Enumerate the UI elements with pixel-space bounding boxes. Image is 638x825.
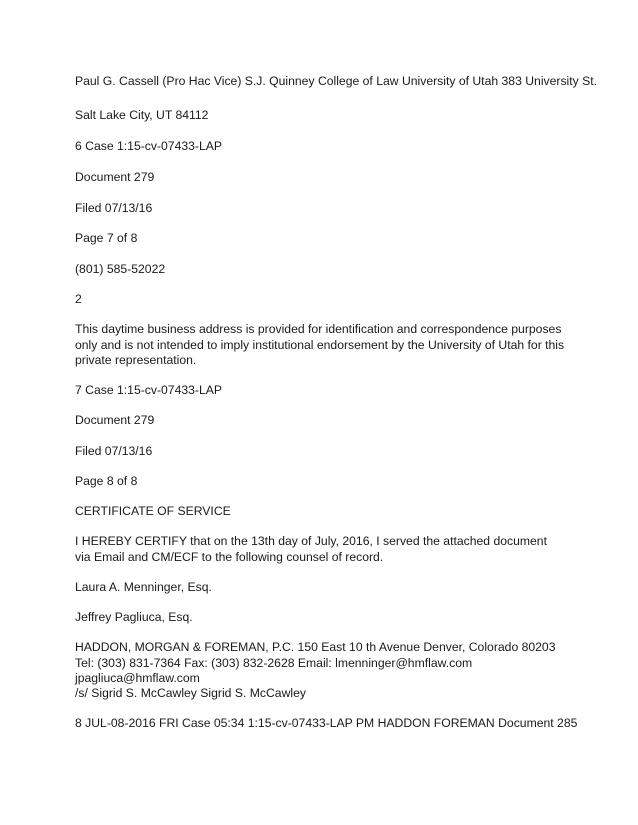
filed-date-line: Filed 07/13/16 [75, 201, 153, 215]
firm-contact-paragraph: HADDON, MORGAN & FOREMAN, P.C. 150 East 10 th Avenue Denver, Colorado 80203 Tel: (303) 831-7364 Fax: (303) 832-2628 Email: lmenninger@hmflaw.com jpagliuca@hmflaw.com [75, 640, 556, 685]
certification-paragraph: I HEREBY CERTIFY that on the 13th day of July, 2016, I served the attached document via Email and CM/ECF to the following counsel of record. [75, 534, 547, 564]
footnote-paragraph: This daytime business address is provided for identification and correspondence purposes only and is not intended to imply institutional endorsement by the University of Utah for this private representation. [75, 322, 565, 367]
page-number-line: Page 8 of 8 [75, 474, 138, 488]
filed-date-line: Filed 07/13/16 [75, 444, 153, 458]
phone-line: (801) 585-52022 [75, 262, 166, 276]
case-header-line: 6 Case 1:15-cv-07433-LAP [75, 139, 223, 153]
page-number-line: Page 7 of 8 [75, 231, 138, 245]
document-number-line: Document 279 [75, 170, 155, 184]
certificate-heading: CERTIFICATE OF SERVICE [75, 504, 231, 518]
counsel-name-line: Jeffrey Pagliuca, Esq. [75, 610, 193, 624]
document-number-line: Document 279 [75, 413, 155, 427]
footnote-marker: 2 [75, 292, 82, 306]
author-address-line: Paul G. Cassell (Pro Hac Vice) S.J. Quinney College of Law University of Utah 383 University St. [75, 74, 598, 88]
counsel-name-line: Laura A. Menninger, Esq. [75, 580, 212, 594]
signature-line: /s/ Sigrid S. McCawley Sigrid S. McCawley [75, 686, 306, 700]
case-header-line: 7 Case 1:15-cv-07433-LAP [75, 383, 223, 397]
fax-header-line: 8 JUL-08-2016 FRI Case 05:34 1:15-cv-07433-LAP PM HADDON FOREMAN Document 285 [75, 716, 578, 730]
city-line: Salt Lake City, UT 84112 [75, 108, 209, 122]
